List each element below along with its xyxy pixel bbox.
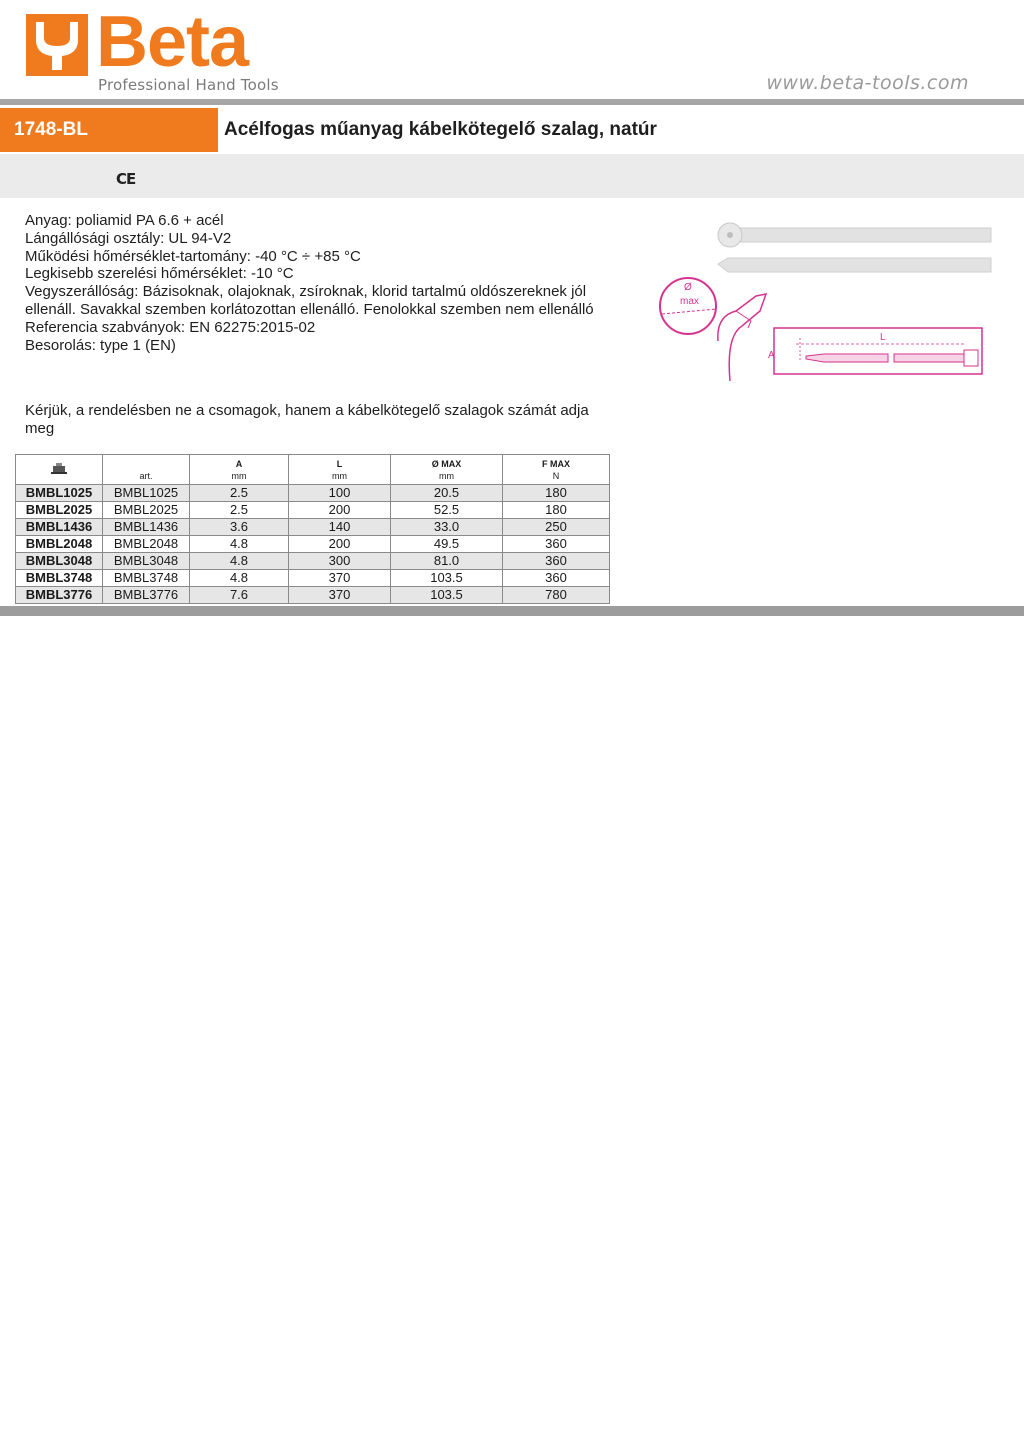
description-line: Anyag: poliamid PA 6.6 + acél <box>25 212 224 229</box>
description-line: Legkisebb szerelési hőmérséklet: -10 °C <box>25 265 294 283</box>
product-code-cell: BMBL1025 <box>16 485 103 502</box>
table-row <box>16 519 610 536</box>
force-cell: 360 <box>503 553 610 570</box>
spec-table <box>15 454 610 604</box>
certification-band <box>0 154 1024 198</box>
description-line: Működési hőmérséklet-tartomány: -40 °C ÷ +85 °C <box>25 247 361 265</box>
l-column-header <box>289 455 391 485</box>
l-cell: 200 <box>289 502 391 519</box>
l-cell: 300 <box>289 553 391 570</box>
a-column-header <box>190 455 289 485</box>
table-row <box>16 553 610 570</box>
brand-name: Beta <box>96 2 249 82</box>
art-cell: BMBL2025 <box>103 502 190 519</box>
product-code-cell: BMBL3748 <box>16 570 103 587</box>
product-code-cell: BMBL2048 <box>16 536 103 553</box>
header-unit: N <box>552 470 560 481</box>
product-code-cell: BMBL3776 <box>16 587 103 604</box>
order-note: Kérjük, a rendelésben ne a csomagok, hanem a kábelkötegelő szalagok számát adja meg <box>25 402 589 437</box>
diameter-cell: 52.5 <box>391 502 503 519</box>
ce-mark-icon: CE <box>116 170 136 188</box>
l-cell: 370 <box>289 587 391 604</box>
diameter-cell: 20.5 <box>391 485 503 502</box>
force-column-header <box>503 455 610 485</box>
package-column-header <box>16 455 103 485</box>
a-cell: 7.6 <box>190 587 289 604</box>
product-code-cell: BMBL3048 <box>16 553 103 570</box>
diameter-cell: 49.5 <box>391 536 503 553</box>
diameter-cell: 33.0 <box>391 519 503 536</box>
table-row <box>16 587 610 604</box>
force-cell: 250 <box>503 519 610 536</box>
header-unit: mm <box>332 470 347 481</box>
beta-logo-icon <box>26 14 88 76</box>
art-cell: BMBL1436 <box>103 519 190 536</box>
art-cell: BMBL3776 <box>103 587 190 604</box>
header-unit: mm <box>231 470 247 481</box>
table-header-row <box>16 455 610 485</box>
art-cell: BMBL1025 <box>103 485 190 502</box>
force-cell: 180 <box>503 502 610 519</box>
force-cell: 360 <box>503 536 610 553</box>
diameter-cell: 103.5 <box>391 587 503 604</box>
website-url[interactable]: www.beta-tools.com <box>766 72 969 94</box>
a-cell: 4.8 <box>190 536 289 553</box>
description-line: Vegyszerállóság: Bázisoknak, olajoknak, zsíroknak, klorid tartalmú oldószereknek jól ellenáll. Savakkal szemben korlátozottan ellenálló. Fenolokkal szemben nem ellenálló <box>25 283 594 318</box>
package-icon <box>51 462 67 474</box>
force-cell: 180 <box>503 485 610 502</box>
table-row <box>16 502 610 519</box>
length-label: L <box>880 332 886 343</box>
product-title: Acélfogas műanyag kábelkötegelő szalag, natúr <box>224 119 657 140</box>
l-cell: 140 <box>289 519 391 536</box>
diameter-cell: 81.0 <box>391 553 503 570</box>
a-cell: 2.5 <box>190 502 289 519</box>
description-line: Lángállósági osztály: UL 94-V2 <box>25 229 232 247</box>
product-code-cell: BMBL1436 <box>16 519 103 536</box>
art-cell: BMBL3048 <box>103 553 190 570</box>
force-cell: 780 <box>503 587 610 604</box>
diameter-cell: 103.5 <box>391 570 503 587</box>
diameter-label: Ø <box>684 282 692 293</box>
art-cell: BMBL2048 <box>103 536 190 553</box>
l-cell: 100 <box>289 485 391 502</box>
header-name: Ø MAX <box>431 458 462 469</box>
header-unit: mm <box>439 470 454 481</box>
brand-tagline: Professional Hand Tools <box>98 76 279 94</box>
max-label: max <box>680 296 699 307</box>
description-line: Referencia szabványok: EN 62275:2015-02 <box>25 318 316 336</box>
l-cell: 200 <box>289 536 391 553</box>
a-cell: 2.5 <box>190 485 289 502</box>
header-name: L <box>336 458 343 469</box>
a-cell: 4.8 <box>190 570 289 587</box>
table-row <box>16 485 610 502</box>
footer-divider <box>0 606 1024 616</box>
width-label: A <box>768 350 775 361</box>
diameter-column-header <box>391 455 503 485</box>
cable-tie-illustration <box>656 216 996 386</box>
product-code: 1748-BL <box>0 108 218 152</box>
art-cell: BMBL3748 <box>103 570 190 587</box>
table-row <box>16 536 610 553</box>
a-cell: 4.8 <box>190 553 289 570</box>
product-code-cell: BMBL2025 <box>16 502 103 519</box>
l-cell: 370 <box>289 570 391 587</box>
a-cell: 3.6 <box>190 519 289 536</box>
header-divider <box>0 99 1024 105</box>
art-column-header: art. <box>103 455 190 485</box>
product-description <box>25 212 610 354</box>
table-row <box>16 570 610 587</box>
header-name: A <box>235 458 243 469</box>
force-cell: 360 <box>503 570 610 587</box>
description-line: Besorolás: type 1 (EN) <box>25 336 176 354</box>
header-name: F MAX <box>542 458 570 469</box>
